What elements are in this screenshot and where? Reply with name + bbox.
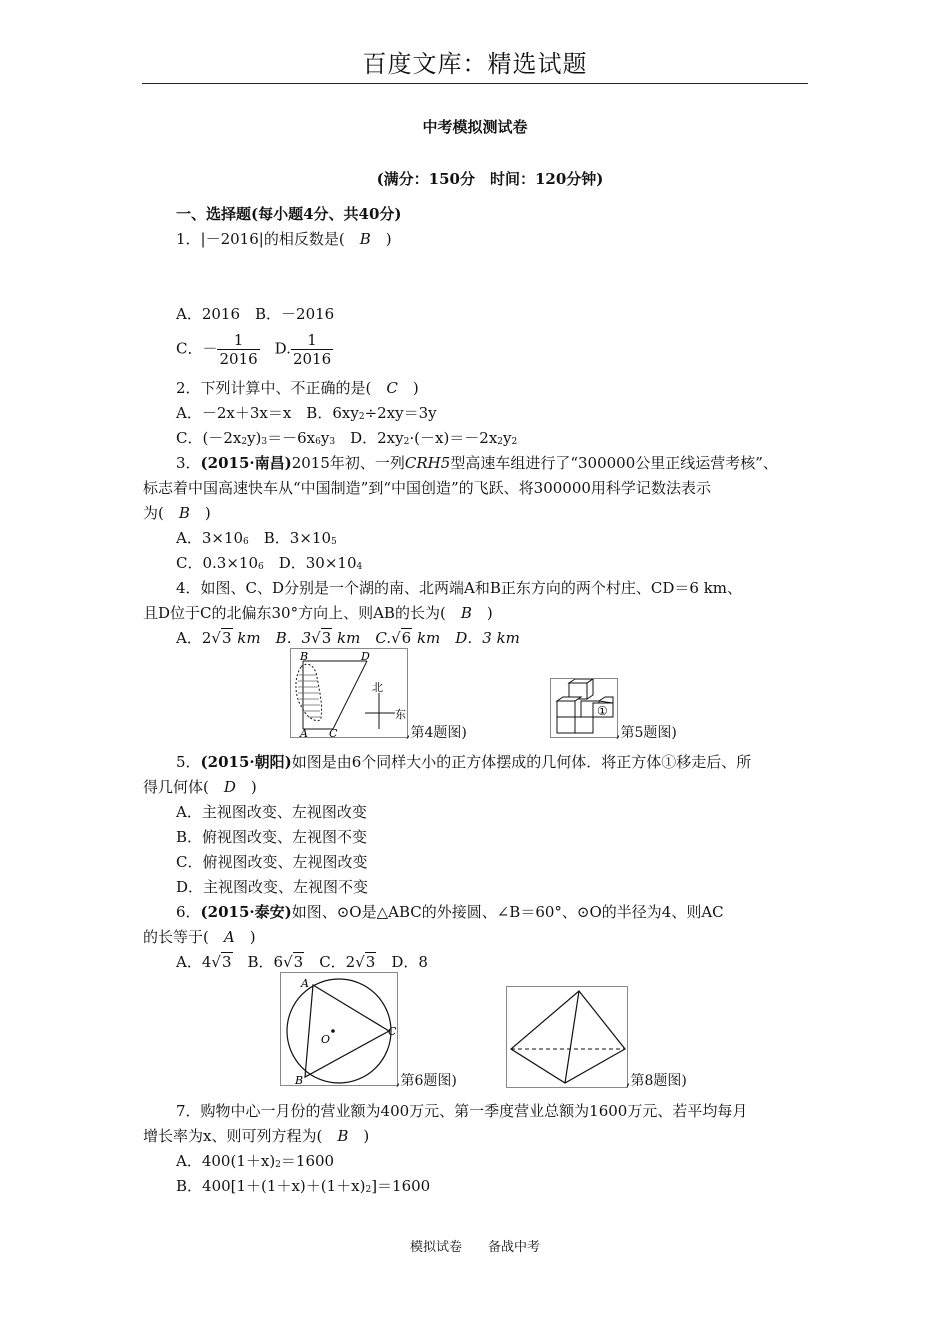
question-5-answer: D <box>223 778 236 796</box>
fig4-label-east: 东 <box>395 708 406 721</box>
fraction-c: $\frac{1}{2016}$ <box>219 331 258 368</box>
question-4-line-2: 且D位于C的北偏东30°方向上、则AB的长为( B ) <box>143 604 493 622</box>
figure-5-cubes <box>550 678 618 738</box>
question-3-line-1: 3．(2015·南昌)2015年初、一列CRH5型高速车组进行了“300000公里正线运营考核”、 <box>176 454 778 472</box>
question-6-line-1: 6．(2015·泰安)如图、⊙O是△ABC的外接圆、∠B＝60°、⊙O的半径为4、则AC <box>176 903 724 921</box>
question-7-line-2: 增长率为x、则可列方程为( B ) <box>143 1127 370 1145</box>
fig4-label-d: D <box>361 650 370 663</box>
question-4-answer: B <box>460 604 472 622</box>
exam-title: 中考模拟测试卷 <box>422 118 528 136</box>
question-2-options-ab: A．－2x＋3x＝x B．$6xy^2\div 2xy=3y$ <box>176 404 437 422</box>
question-3-answer: B <box>178 504 190 522</box>
fig4-label-c: C <box>329 727 338 737</box>
page-footer: 模拟试卷 备战中考 <box>409 1240 540 1255</box>
question-5-option-c: C．俯视图改变、左视图改变 <box>176 853 368 871</box>
figure-6-svg <box>281 973 397 1085</box>
fig6-label-c: C <box>388 1025 397 1038</box>
question-5-option-a: A．主视图改变、左视图改变 <box>176 803 367 821</box>
question-4-options: A．2√3 km B．3√3 km C.√6 km D．3 km <box>176 629 520 647</box>
section-heading: 一、选择题(每小题4分、共40分) <box>176 205 402 223</box>
fig4-label-north: 北 <box>372 681 383 694</box>
question-6-source: (2015·泰安) <box>200 903 292 921</box>
header-divider <box>142 83 808 84</box>
figure-8-pyramid <box>506 986 628 1088</box>
fig6-label-o: O <box>321 1033 331 1046</box>
question-4-line-1: 4．如图、C、D分别是一个湖的南、北两端A和B正东方向的两个村庄、CD＝6 km、 <box>176 579 743 597</box>
figure-5-caption: ,第5题图) <box>616 725 677 741</box>
question-7-answer: B <box>337 1127 349 1145</box>
question-5-line-2: 得几何体( D ) <box>143 778 257 796</box>
figure-6-circle-triangle <box>280 972 398 1086</box>
question-3-options-ab: A．$3\times 10^6$ B．$3\times 10^5$ <box>176 529 337 547</box>
question-2-answer: C <box>386 379 398 397</box>
question-5-line-1: 5．(2015·朝阳)如图是由6个同样大小的正方体摆成的几何体．将正方体①移走后、所 <box>176 753 752 771</box>
question-2-stem: 2．下列计算中、不正确的是( C ) <box>176 379 419 397</box>
fig4-label-b: B <box>300 650 309 663</box>
question-2-options-cd: C．$(-2x^2y)^3=-6x^6y^3$ D．$2xy^2\cdot(-x)=-2x^2y^2$ <box>176 429 518 447</box>
exam-time-info: (满分：150分 时间：120分钟) <box>376 170 604 188</box>
figure-5-svg <box>551 679 617 737</box>
fig6-label-b: B <box>295 1074 304 1085</box>
figure-4-svg <box>291 649 407 737</box>
question-7-option-b: B．$400[1+(1+x)+(1+x)^2]=1600$ <box>176 1177 431 1195</box>
figure-8-caption: ,第8题图) <box>626 1073 687 1089</box>
fraction-d: $\frac{1}{2016}$ <box>292 331 332 368</box>
fig5-cube-mark: ① <box>597 704 608 718</box>
question-5-source: (2015·朝阳) <box>200 753 292 771</box>
question-7-line-1: 7．购物中心一月份的营业额为400万元、第一季度营业总额为1600万元、若平均每月 <box>176 1102 748 1120</box>
question-6-answer: A <box>223 928 235 946</box>
figure-8-svg <box>507 987 627 1087</box>
fig4-label-a: A <box>300 727 308 737</box>
question-3-source: (2015·南昌) <box>200 454 292 472</box>
figure-6-caption: ,第6题图) <box>396 1073 457 1089</box>
question-1-options-cd: C．－ $\frac{1}{2016}$ D. $\frac{1}{2016}$ <box>176 331 332 368</box>
question-7-option-a: A．$400(1+x)^2=1600$ <box>176 1152 335 1170</box>
question-1-stem: 1．|－2016|的相反数是( B ) <box>176 230 392 248</box>
figure-4-lake-diagram <box>290 648 408 738</box>
figure-4-caption: ,第4题图) <box>406 725 467 741</box>
page-header-title: 百度文库：精选试题 <box>362 50 588 78</box>
fig6-label-a: A <box>301 977 309 990</box>
question-1-options-ab: A．2016 B．－2016 <box>176 305 335 323</box>
question-3-options-cd: C．$0.3\times 10^6$ D．$30\times 10^4$ <box>176 554 363 572</box>
question-3-line-3: 为( B ) <box>143 504 211 522</box>
question-1-answer: B <box>359 230 371 248</box>
question-6-line-2: 的长等于( A ) <box>143 928 256 946</box>
question-6-options: A．4√3 B．6√3 C．2√3 D．8 <box>176 953 428 971</box>
question-5-option-d: D．主视图改变、左视图不变 <box>176 878 369 896</box>
question-5-option-b: B．俯视图改变、左视图不变 <box>176 828 368 846</box>
question-3-line-2: 标志着中国高速快车从“中国制造”到“中国创造”的飞跃、将300000用科学记数法表示 <box>143 479 711 497</box>
